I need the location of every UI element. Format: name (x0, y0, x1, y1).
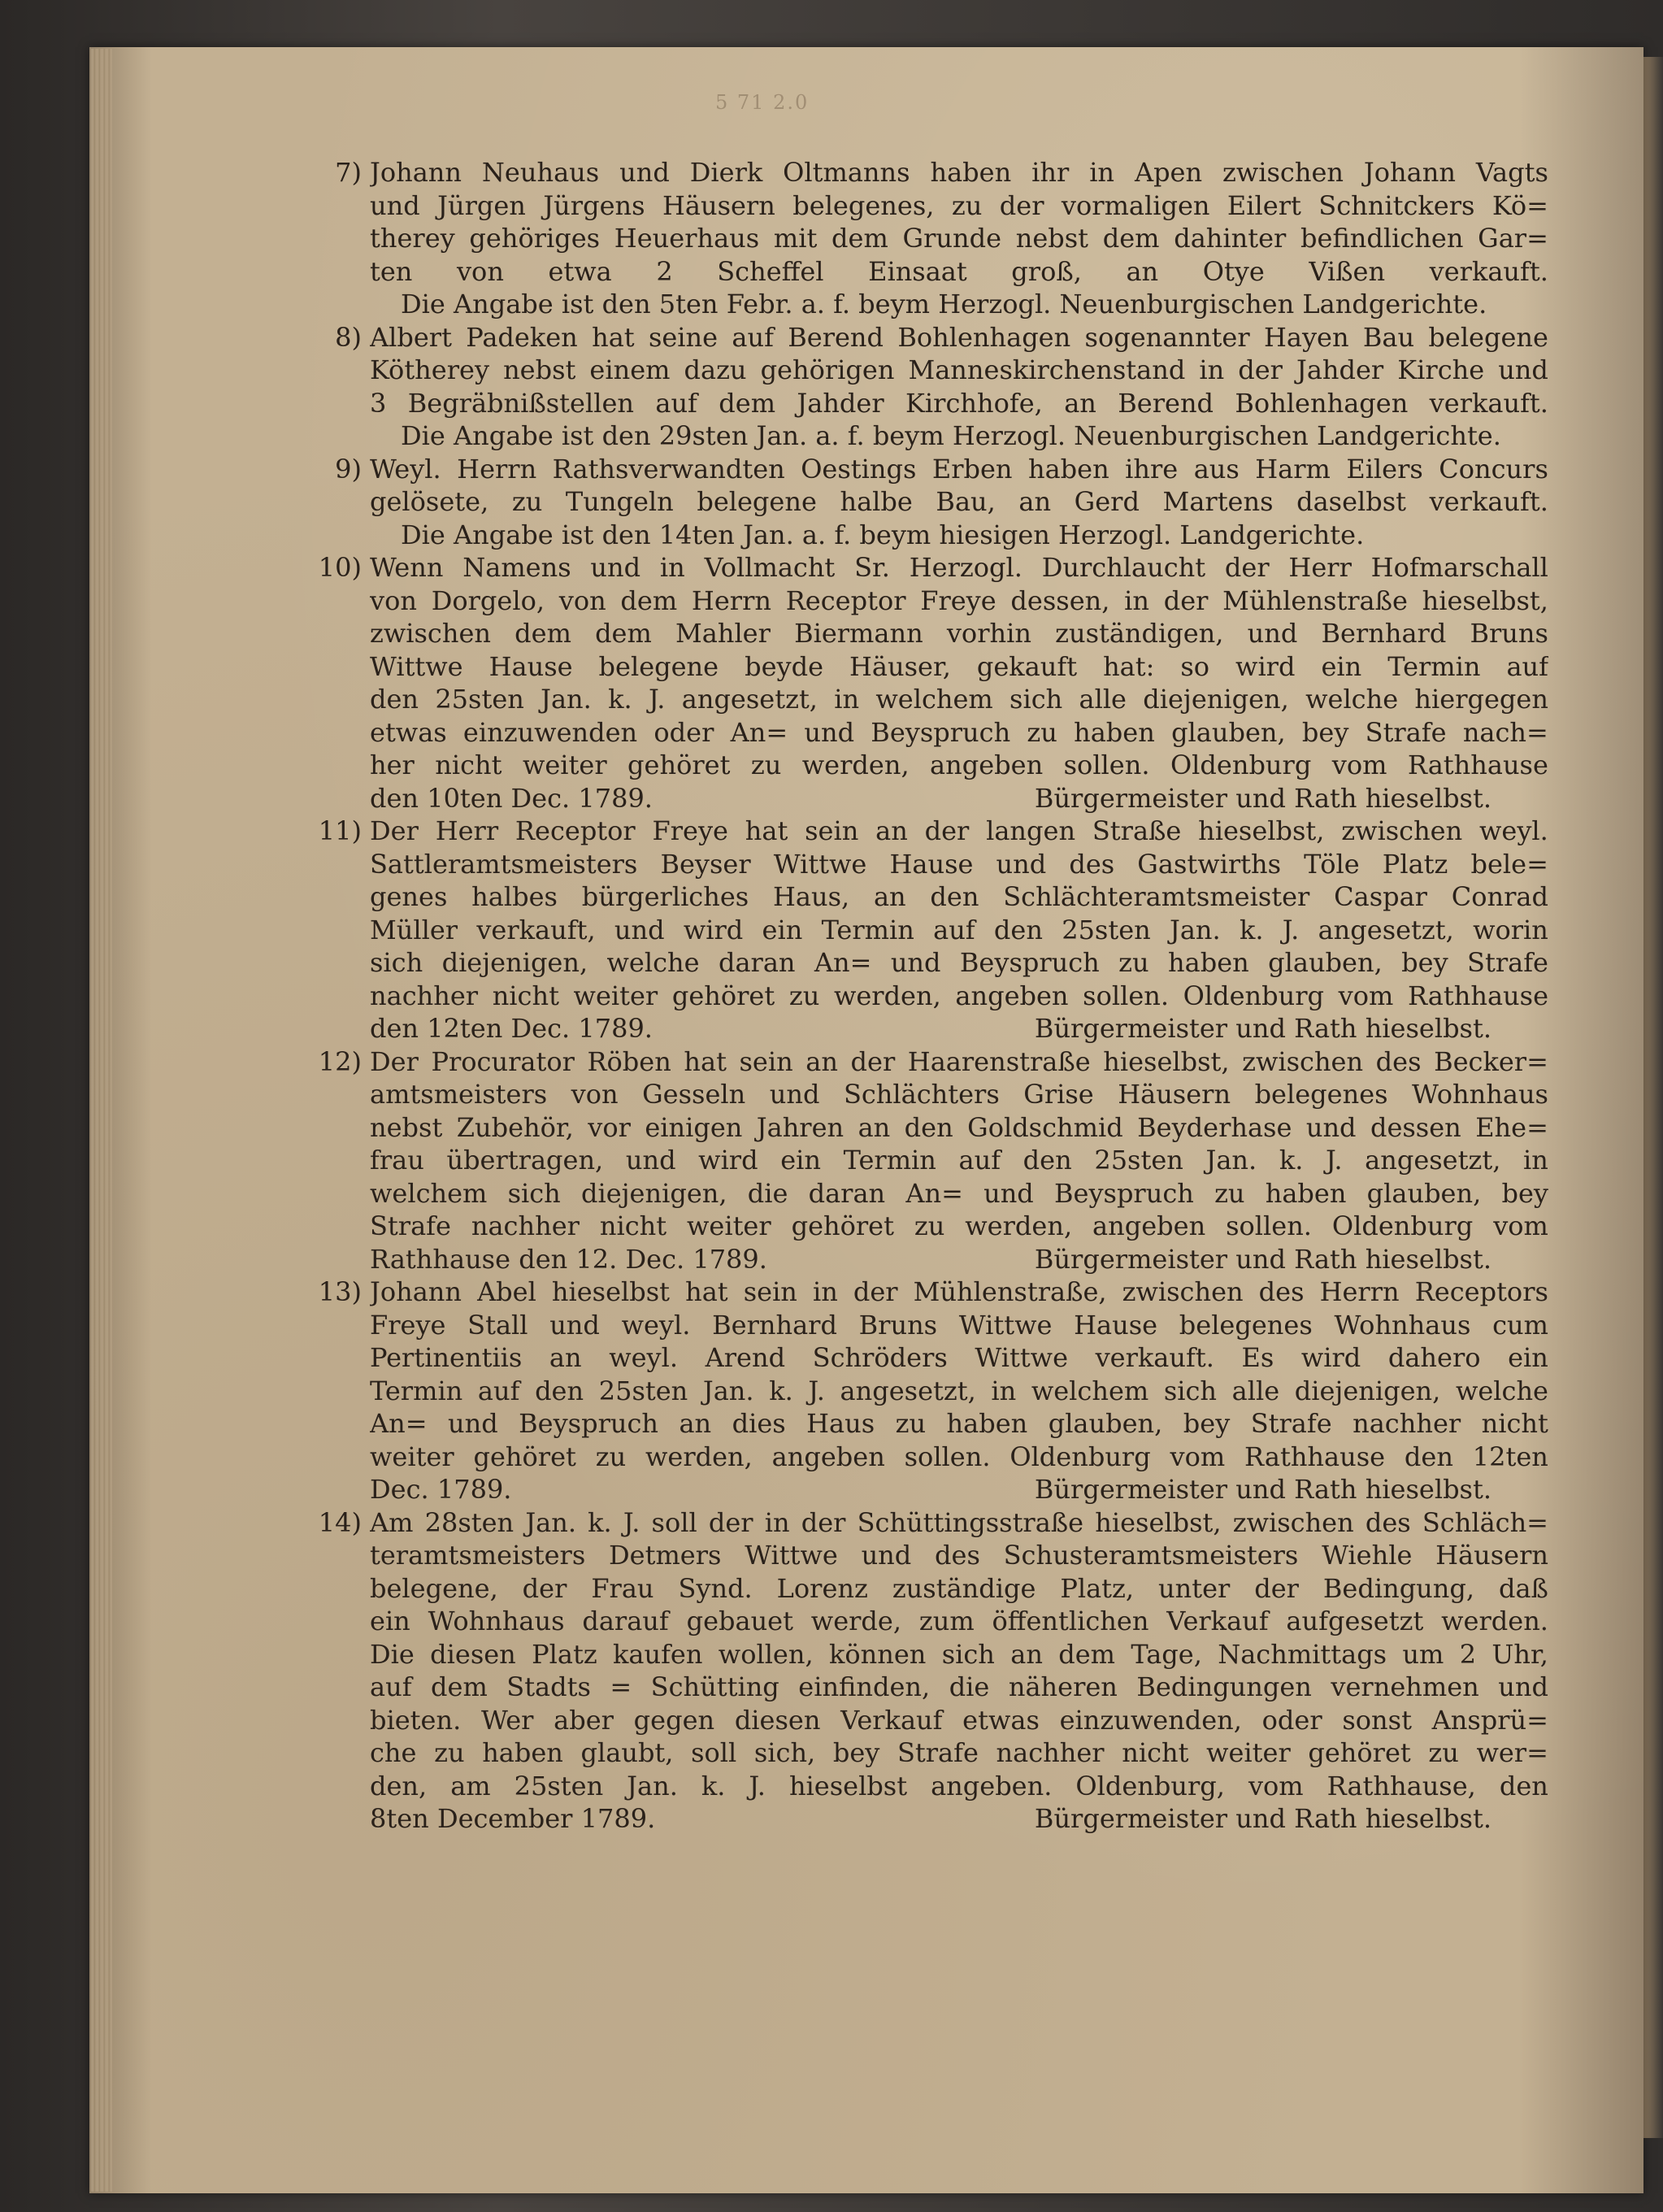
entry-text-line: frau übertragen, und wird ein Termin auf den 25sten Jan. k. J. angesetzt, in (370, 1145, 1548, 1176)
entry-text-line: Johann Neuhaus und Dierk Oltmanns haben ihr in Apen zwischen Johann Vagts (370, 157, 1548, 188)
entry-text-line: her nicht weiter gehöret zu werden, angeben sollen. Oldenburg vom Rathhause (370, 750, 1548, 780)
entry-text-line: Wenn Namens und in Vollmacht Sr. Herzogl. Durchlaucht der Herr Hofmarschall (370, 552, 1548, 583)
entry-notice-line: Die Angabe ist den 14ten Jan. a. f. beym hiesigen Herzogl. Landgerichte. (401, 519, 1365, 550)
entry-text-line: genes halbes bürgerliches Haus, an den Schlächteramtsmeister Caspar Conrad (370, 881, 1548, 912)
entry-date: den 12ten Dec. 1789. (370, 1013, 653, 1044)
entry-text-line: zwischen dem dem Mahler Biermann vorhin zuständigen, und Bernhard Bruns (370, 618, 1548, 649)
entry-text-line: Kötherey nebst einem dazu gehörigen Manneskirchenstand in der Jahder Kirche und (370, 354, 1548, 385)
entry-text-line: nebst Zubehör, vor einigen Jahren an den Goldschmid Beyderhase und dessen Ehe= (370, 1111, 1548, 1143)
page-edge-left (91, 49, 112, 2192)
entry-text-line: che zu haben glaubt, soll sich, bey Strafe nachher nicht weiter gehöret zu wer= (370, 1737, 1548, 1768)
entry-text-line: teramtsmeisters Detmers Wittwe und des Schusteramtsmeisters Wiehle Häusern (370, 1540, 1548, 1571)
entry-number: 8) (335, 321, 362, 353)
entry-date: den 10ten Dec. 1789. (370, 782, 653, 814)
announcement-entry (318, 1506, 1548, 1836)
entry-text-line: Weyl. Herrn Rathsverwandten Oestings Erben haben ihre aus Harm Eilers Concurs (370, 453, 1548, 485)
entry-number: 7) (335, 157, 362, 188)
entry-text-line: Der Herr Receptor Freye hat sein an der langen Straße hieselbst, zwischen weyl. (370, 815, 1548, 846)
entry-number: 14) (318, 1506, 362, 1538)
entry-text-line: bieten. Wer aber gegen diesen Verkauf etwas einzuwenden, oder sonst Ansprü= (370, 1704, 1548, 1736)
entry-text-line: etwas einzuwenden oder An= und Beyspruch zu haben glauben, bey Strafe nach= (370, 716, 1548, 748)
entry-text-line: Albert Padeken hat seine auf Berend Bohlenhagen sogenannter Hayen Bau belegene (370, 321, 1548, 353)
entry-text-line: An= und Beyspruch an dies Haus zu haben glauben, bey Strafe nachher nicht (370, 1408, 1548, 1439)
entry-text-line: welchem sich diejenigen, die daran An= und Beyspruch zu haben glauben, bey (370, 1177, 1548, 1209)
entry-text-line: belegene, der Frau Synd. Lorenz zuständige Platz, unter der Bedingung, daß (370, 1572, 1548, 1604)
entry-signature: Bürgermeister und Rath hieselbst. (1034, 1013, 1491, 1044)
entry-text-line: Termin auf den 25sten Jan. k. J. angesetzt, in welchem sich alle diejenigen, welche (370, 1375, 1548, 1406)
entry-text-line: den, am 25sten Jan. k. J. hieselbst angeben. Oldenburg, vom Rathhause, den (370, 1770, 1548, 1801)
announcement-entry (318, 551, 1548, 815)
entry-signature-line (370, 1243, 1548, 1276)
entry-text-line: amtsmeisters von Gesseln und Schlächters Grise Häusern belegenes Wohnhaus (370, 1079, 1548, 1110)
entry-text-line: Der Procurator Röben hat sein an der Haarenstraße hieselbst, zwischen des Becker= (370, 1045, 1548, 1077)
faint-page-mark: 5 71 2.0 (715, 91, 810, 114)
entry-number: 9) (335, 453, 362, 485)
entry-text-line: Pertinentiis an weyl. Arend Schröders Wittwe verkauft. Es wird dahero ein (370, 1342, 1548, 1373)
entry-number: 10) (318, 552, 362, 583)
entry-notice-line: Die Angabe ist den 5ten Febr. a. f. beym Herzogl. Neuenburgischen Landgerichte. (401, 289, 1487, 319)
entry-text-line: therey gehöriges Heuerhaus mit dem Grunde nebst dem dahinter befindlichen Gar= (370, 223, 1548, 254)
entry-number: 11) (318, 815, 362, 846)
entry-signature-line (370, 1802, 1548, 1836)
entry-text-line: ein Wohnhaus darauf gebauet werde, zum öffentlichen Verkauf aufgesetzt werden. (370, 1606, 1548, 1636)
entry-text-line: Sattleramtsmeisters Beyser Wittwe Hause und des Gastwirths Töle Platz bele= (370, 848, 1548, 880)
announcement-entry (318, 1045, 1548, 1276)
entry-text-line: Johann Abel hieselbst hat sein in der Mühlenstraße, zwischen des Herrn Receptors (370, 1276, 1548, 1307)
entry-signature-line (370, 1012, 1548, 1045)
announcement-entry (318, 1275, 1548, 1506)
entry-text-line: auf dem Stadts = Schütting einfinden, die näheren Bedingungen vernehmen und (370, 1671, 1548, 1702)
announcement-entry (335, 321, 1548, 453)
entry-text-line: ten von etwa 2 Scheffel Einsaat groß, an Otye Vißen verkauft. (370, 255, 1548, 287)
entry-text-line: sich diejenigen, welche daran An= und Beyspruch zu haben glauben, bey Strafe (370, 947, 1548, 978)
entry-text-line: von Dorgelo, von dem Herrn Receptor Freye dessen, in der Mühlenstraße hieselbst, (370, 585, 1548, 616)
entry-text-line: und Jürgen Jürgens Häusern belegenes, zu der vormaligen Eilert Schnitckers Kö= (370, 189, 1548, 221)
entry-text-line: Am 28sten Jan. k. J. soll der in der Schüttingsstraße hieselbst, zwischen des Schläch= (370, 1506, 1548, 1538)
entry-date: Dec. 1789. (370, 1474, 512, 1505)
entry-date: 8ten December 1789. (370, 1803, 656, 1834)
announcement-entry (335, 156, 1548, 321)
entry-number: 13) (318, 1276, 362, 1307)
announcement-entry (318, 815, 1548, 1045)
entry-text-line: Die diesen Platz kaufen wollen, können sich an dem Tage, Nachmittags um 2 Uhr, (370, 1638, 1548, 1670)
entry-text-line: nachher nicht weiter gehöret zu werden, angeben sollen. Oldenburg vom Rathhause (370, 980, 1548, 1011)
entry-notice-line: Die Angabe ist den 29sten Jan. a. f. beym Herzogl. Neuenburgischen Landgerichte. (401, 420, 1501, 451)
entry-signature: Bürgermeister und Rath hieselbst. (1034, 1803, 1491, 1834)
entry-text-line: Wittwe Hause belegene beyde Häuser, gekauft hat: so wird ein Termin auf (370, 650, 1548, 682)
entry-text-line: weiter gehöret zu werden, angeben sollen. Oldenburg vom Rathhause den 12ten (370, 1441, 1548, 1472)
entry-number: 12) (318, 1045, 362, 1077)
entry-text-line: Strafe nachher nicht weiter gehöret zu werden, angeben sollen. Oldenburg vom (370, 1210, 1548, 1241)
entry-signature: Bürgermeister und Rath hieselbst. (1034, 1474, 1491, 1505)
entry-text-line: 3 Begräbnißstellen auf dem Jahder Kirchhofe, an Berend Bohlenhagen verkauft. (370, 387, 1548, 419)
announcement-entry (335, 453, 1548, 552)
entry-date: Rathhause den 12. Dec. 1789. (370, 1243, 767, 1275)
entry-text-line: gelösete, zu Tungeln belegene halbe Bau, an Gerd Martens daselbst verkauft. (370, 486, 1548, 517)
announcements-column (318, 156, 1548, 1836)
entry-signature-line (370, 782, 1548, 815)
entry-text-line: Müller verkauft, und wird ein Termin auf den 25sten Jan. k. J. angesetzt, worin (370, 914, 1548, 945)
entry-signature: Bürgermeister und Rath hieselbst. (1034, 782, 1491, 814)
entry-signature-line (370, 1473, 1548, 1506)
entry-text-line: den 25sten Jan. k. J. angesetzt, in welchem sich alle diejenigen, welche hiergegen (370, 684, 1548, 715)
entry-text-line: Freye Stall und weyl. Bernhard Bruns Wittwe Hause belegenes Wohnhaus cum (370, 1309, 1548, 1341)
entry-signature: Bürgermeister und Rath hieselbst. (1034, 1243, 1491, 1275)
